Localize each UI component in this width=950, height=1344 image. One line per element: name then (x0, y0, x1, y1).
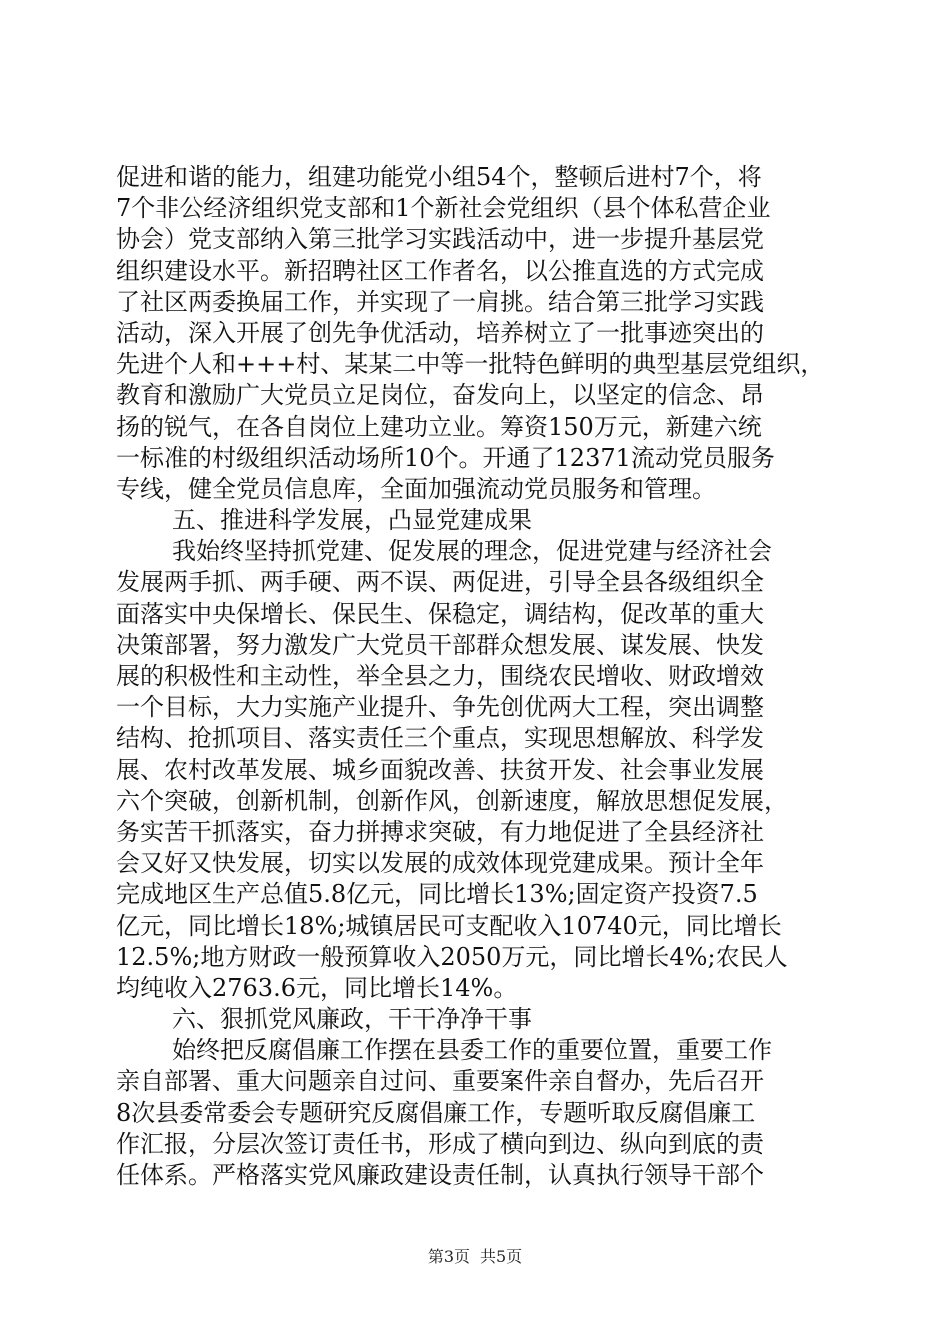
text-line: 教育和激励广大党员立足岗位，奋发向上，以坚定的信念、昂 (116, 381, 764, 410)
page-footer (0, 1244, 950, 1267)
text-line: 任体系。严格落实党风廉政建设责任制，认真执行领导干部个 (116, 1161, 764, 1189)
text-line: 12.5%;地方财政一般预算收入2050万元，同比增长4%;农民人 (116, 942, 788, 971)
text-line: 六个突破，创新机制，创新作风，创新速度，解放思想促发展， (116, 786, 788, 815)
text-line: 会又好又快发展，切实以发展的成效体现党建成果。预计全年 (116, 849, 764, 878)
section-heading: 六、狠抓党风廉政，干干净净干事 (172, 1005, 532, 1034)
text-line: 扬的锐气，在各自岗位上建功立业。筹资150万元，新建六统 (116, 412, 762, 441)
text-line: 展的积极性和主动性，举全县之力，围绕农民增收、财政增效 (116, 662, 764, 690)
page-total: 共5页 (480, 1247, 523, 1266)
text-line: 展、农村改革发展、城乡面貌改善、扶贫开发、社会事业发展 (116, 755, 764, 784)
text-line: 完成地区生产总值5.8亿元，同比增长13%;固定资产投资7.5 (116, 880, 758, 909)
text-line: 8次县委常委会专题研究反腐倡廉工作，专题听取反腐倡廉工 (116, 1098, 756, 1127)
text-line: 均纯收入2763.6元，同比增长14%。 (116, 973, 518, 1002)
text-line: 协会）党支部纳入第三批学习实践活动中，进一步提升基层党 (116, 225, 764, 254)
text-line: 一个目标，大力实施产业提升、争先创优两大工程，突出调整 (116, 693, 764, 722)
text-line: 始终把反腐倡廉工作摆在县委工作的重要位置，重要工作 (172, 1036, 772, 1065)
text-line: 发展两手抓、两手硬、两不误、两促进，引导全县各级组织全 (116, 568, 764, 597)
page-number: 第3页 (427, 1247, 470, 1266)
text-line: 7个非公经济组织党支部和1个新社会党组织（县个体私营企业 (116, 194, 771, 223)
text-line: 作汇报，分层次签订责任书，形成了横向到边、纵向到底的责 (116, 1129, 764, 1158)
section-heading: 五、推进科学发展，凸显党建成果 (172, 506, 532, 535)
text-line: 先进个人和+++村、某某二中等一批特色鲜明的典型基层党组织， (116, 350, 825, 379)
text-line: 亿元，同比增长18%;城镇居民可支配收入10740元，同比增长 (116, 911, 782, 940)
text-line: 结构、抢抓项目、落实责任三个重点，实现思想解放、科学发 (116, 724, 764, 753)
text-line: 促进和谐的能力，组建功能党小组54个，整顿后进村7个，将 (116, 163, 762, 191)
text-line: 一标准的村级组织活动场所10个。开通了12371流动党员服务 (116, 443, 775, 472)
text-line: 我始终坚持抓党建、促发展的理念，促进党建与经济社会 (172, 537, 772, 566)
text-line: 活动，深入开展了创先争优活动，培养树立了一批事迹突出的 (116, 318, 764, 347)
text-line: 务实苦干抓落实，奋力拼搏求突破，有力地促进了全县经济社 (116, 817, 764, 846)
text-line: 了社区两委换届工作，并实现了一肩挑。结合第三批学习实践 (116, 287, 764, 316)
text-line: 组织建设水平。新招聘社区工作者名，以公推直选的方式完成 (116, 256, 764, 285)
text-line: 决策部署，努力激发广大党员干部群众想发展、谋发展、快发 (116, 630, 764, 659)
text-line: 专线，健全党员信息库，全面加强流动党员服务和管理。 (116, 474, 716, 503)
body-text (116, 162, 836, 1191)
text-line: 面落实中央保增长、保民生、保稳定，调结构，促改革的重大 (116, 599, 764, 628)
text-line: 亲自部署、重大问题亲自过问、重要案件亲自督办，先后召开 (116, 1067, 764, 1096)
